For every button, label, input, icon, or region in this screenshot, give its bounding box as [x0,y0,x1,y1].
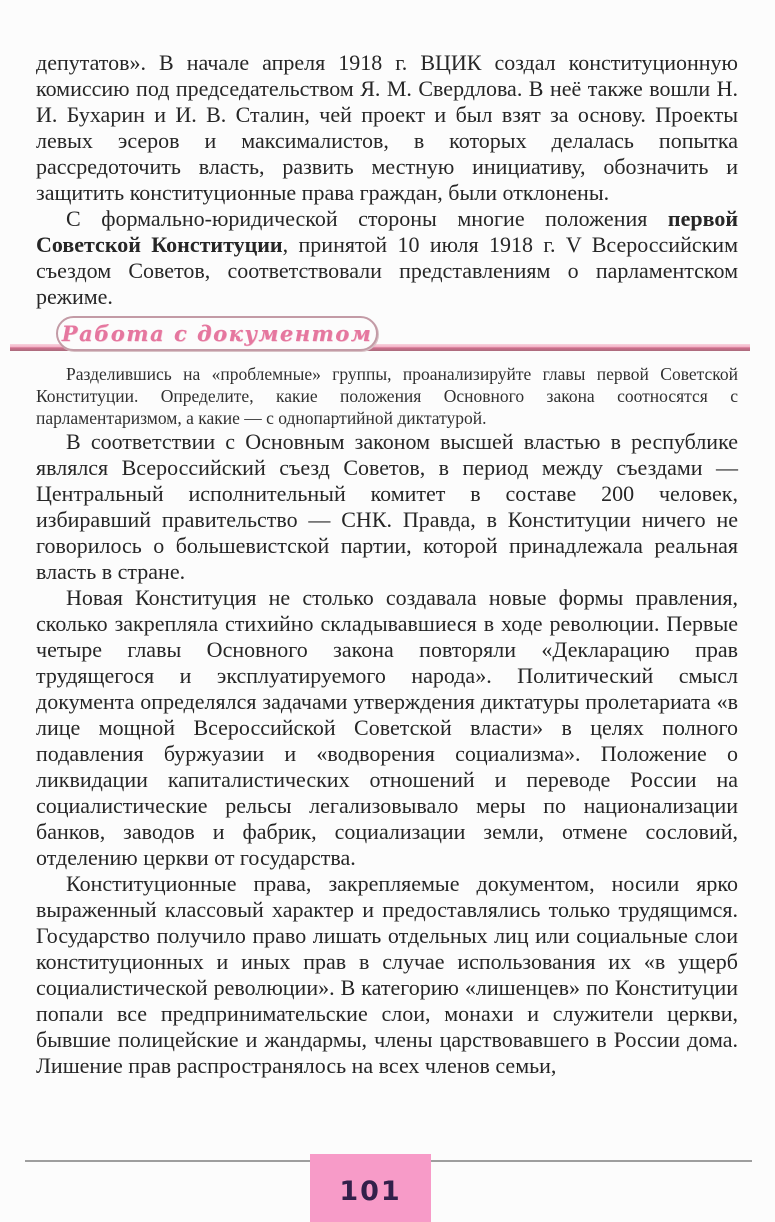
body-paragraph-1: депутатов». В начале апреля 1918 г. ВЦИК создал конституционную комиссию под председательством Я. М. Свердлова. В неё также вошли Н. И. Бухарин и И. В. Сталин, чей проект и был взят за основу. Проекты левых эсеров и максималистов, в которых делалась попытка рассредоточить власть, развить местную инициативу, обозначить и защитить конституционные права граждан, были отклонены. [36,50,738,205]
body-paragraph-5: Конституционные права, закрепляемые документом, носили ярко выраженный классовый характер и предоставлялись только трудящимся. Государство получило право лишать отдельных лиц или социальные слои конституционных и иных прав в случае использования их «в ущерб социалистической революции». В категорию «лишенцев» по Конституции попали все предпринимательские слои, монахи и служители церкви, бывшие полицейские и жандармы, члены царствовавшего в России дома. Лишение прав распространялось на всех членов семьи, [36,871,738,1078]
paragraph-2-text-tail: , принятой 10 июля 1918 г. V Всероссийским съездом Советов, соответствовали представлениям о парламентском режиме. [36,232,738,309]
body-paragraph-4: Новая Конституция не столько создавала новые формы правления, сколько закрепляла стихийно складывавшиеся в ходе революции. Первые четыре главы Основного закона повторяли «Декларацию прав трудящегося и эксплуатируемого народа». Политический смысл документа определялся задачами утверждения диктатуры пролетариата «в лице мощной Всероссийской Советской власти» в целях полного подавления буржуазии и «водворения социализма». Положение о ликвидации капиталистических отношений и переводе России на социалистические рельсы легализовывало меры по национализации банков, заводов и фабрик, социализации земли, отмене сословий, отделению церкви от государства. [36,585,738,870]
text-column [36,50,738,1079]
page-number: 101 [339,1176,402,1207]
work-with-document-label: Работа с документом [61,320,373,346]
document-task-text: Разделившись на «проблемные» группы, проанализируйте главы первой Советской Конституции. Определите, какие положения Основного закона соотносятся с парламентаризмом, а какие — с однопартийной диктатурой. [36,364,738,428]
body-paragraph-2 [36,206,738,310]
paragraph-2-bold-term: первой Советской Конституции [36,206,738,257]
paragraph-2-text: С формально-юридической стороны многие положения [66,206,668,231]
document-section-header [36,316,738,356]
page-number-tab [310,1154,431,1222]
body-paragraph-3: В соответствии с Основным законом высшей властью в республике являлся Всероссийский съезд Советов, в период между съездами — Центральный исполнительный комитет в составе 200 человек, избиравший правительство — СНК. Правда, в Конституции ничего не говорилось о большевистской партии, которой принадлежала реальная власть в стране. [36,429,738,584]
work-with-document-badge [56,316,378,351]
